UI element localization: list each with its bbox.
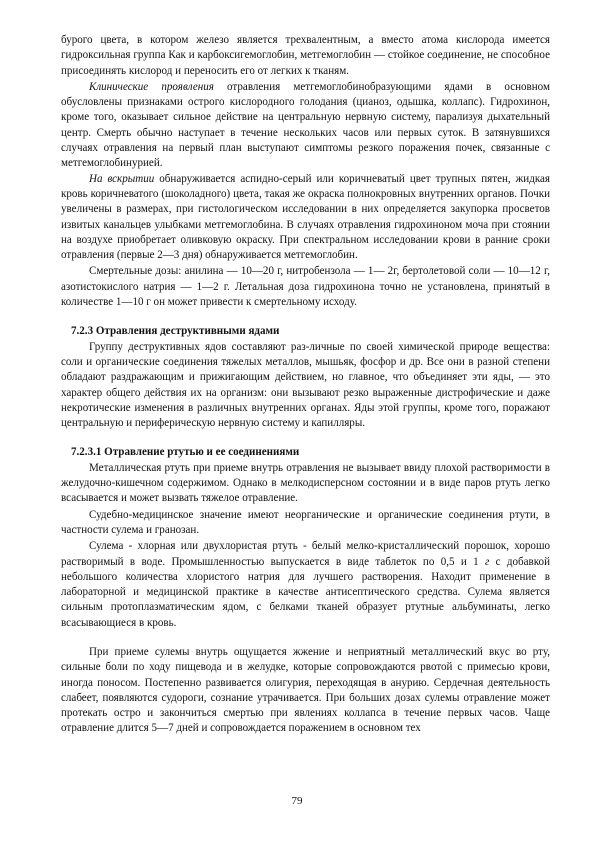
sublimate-text-a: Сулема - хлорная или двухлористая ртуть - белый мелко-кристаллический порошок, хорошо растворимый в воде. Промышленностью выпускается в виде таблеток по 0,5 и 1 (61, 540, 550, 568)
sublimate-text-b: с добавкой небольшого количества хлористого натрия для лучшего растворения. Находит применение в лабораторной и медицинской практике в качестве антисептического средства. Сулема является сильным протоплазматическим ядом, с белками тканей образует ртутные альбуминаты, легко всасывающиеся в кровь. (61, 555, 550, 629)
paragraph-sublimate-symptoms: При приеме сулемы внутрь ощущается жжение и неприятный металлический вкус во рту, сильные боли по ходу пищевода и в желудке, которые сопровождаются рвотой с примесью крови, иногда поносом. Постепенно развивается олигурия, переходящая в анурию. Сердечная деятельность слабеет, появляются судороги, сознание утрачивается. При больших дозах сулемы отравление может протекать остро и закончиться смертью при явлениях коллапса в течение первых часов. Чаще отравление длится 5—7 дней и сопровождается поражением в основном тех (61, 645, 550, 735)
section-heading-mercury: 7.2.3.1 Отравление ртутью и ее соединениями (71, 446, 300, 459)
page-number: 79 (291, 795, 303, 807)
paragraph-sublimate (61, 539, 550, 631)
paragraph-lethal-doses: Смертельные дозы: анилина — 10—20 г, нитробензола — 1— 2г, бертолетовой соли — 10—12 г, азотистокислого натрия — 1—2 г. Летальная доза гидрохинона точно не установлена, принятый в количестве 1—10 г он может привести к смертельному исходу. (61, 265, 550, 309)
clinical-manifestations-text: отравления метгемоглобинобразующими ядами в основном обусловлены признаками острого кислородного голодания (цианоз, одышка, коллапс). Гидрохинон, кроме того, оказывает сильное действие на центральную нервную систему, парализуя дыхательный центр. Смерть обычно наступает в течение нескольких часов или первых суток. В затянувшихся случаях отравления на первый план выступают симптомы резкого поражения почек, связанные с метгемоглобинурией. (61, 80, 550, 170)
section-heading-destructive-poisons: 7.2.3 Отравления деструктивными ядами (71, 325, 280, 338)
autopsy-lead: На вскрытии (89, 172, 155, 185)
paragraph-autopsy (61, 172, 550, 264)
autopsy-text: обнаруживается аспидно-серый или коричневатый цвет трупных пятен, жидкая кровь коричневатого (шоколадного) цвета, такая же окраска полнокровных внутренних органов. Почки увеличены в размерах, при гистологическом исследовании в них определяется закупорка просветов извитых канальцев улыбками метгемоглобина. В случаях отравления гидрохиноном моча при стоянии на воздухе приобретает оливковую окраску. При спектральном исследовании крови в ранние сроки отравления (первые 2—3 дня) обнаруживается метгемоглобин. (61, 172, 551, 262)
document-page (61, 33, 550, 737)
paragraph-methemoglobin-continued: бурого цвета, в котором железо является трехвалентным, а вместо атома кислорода имеется гидроксильная группа Как и карбоксигемоглобин, метгемоглобин — стойкое соединение, не способное присоединять кислород и переносить его от легких к тканям. (61, 34, 550, 77)
paragraph-destructive-poisons: Группу деструктивных ядов составляют раз-личные по своей химической природе вещества: соли и органические соединения тяжелых металлов, мышьяк, фосфор и др. Все они в разной степени обладают раздражающим и прижигающим действием, но главное, что объединяет эти яды, — это характер общего действия их на организм: они вызывают резко выраженные дистрофические и даже некротические изменения в различных внутренних органах. Яды этой группы, кроме того, поражают центральную и периферическую нервную систему и капилляры. (61, 340, 550, 430)
paragraph-forensic-significance: Судебно-медицинское значение имеют неорганические и органические соединения ртути, в частности сулема и гранозан. (61, 508, 550, 536)
paragraph-clinical-manifestations (61, 80, 550, 172)
clinical-manifestations-lead: Клинические проявления (89, 80, 214, 93)
gram-unit: г (484, 555, 490, 568)
paragraph-metallic-mercury: Металлическая ртуть при приеме внутрь отравления не вызывает ввиду плохой растворимости в желудочно-кишечном содержимом. Однако в мелкодисперсном состоянии и в виде паров ртуть легко всасывается и может вызвать тяжелое отравление. (61, 461, 550, 505)
